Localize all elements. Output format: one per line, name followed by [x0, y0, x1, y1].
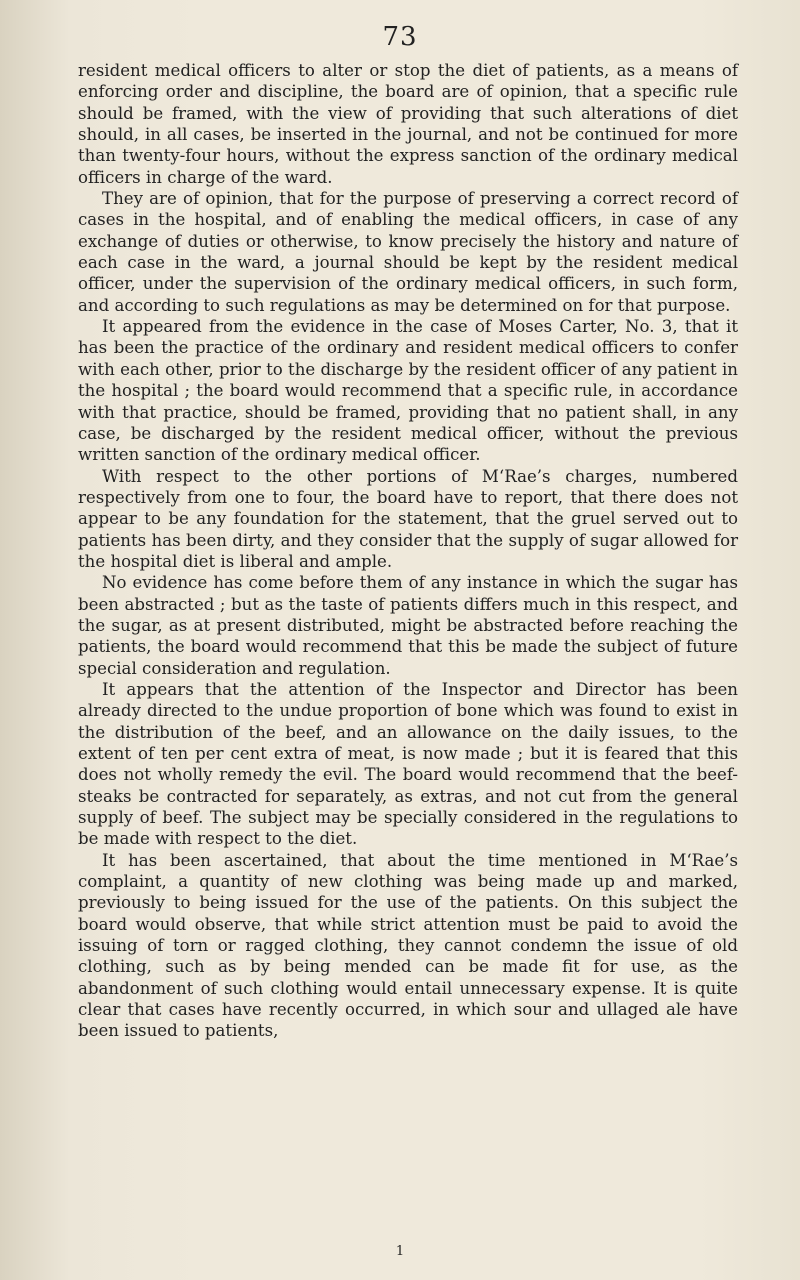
paragraph: It appears that the attention of the Inspector and Director has been already directed to the undue proportion of bone which was found to exist in the distribution of the beef, and an allowance on the daily issues, to the extent of ten per cent extra of meat, is now made ; but it is feared that this does not wholly remedy the evil. The board would recommend that the beef-steaks be contracted for separately, as extras, and not cut from the general supply of beef. The subject may be specially considered in the regulations to be made with respect to the diet.	[78, 679, 738, 849]
paragraph: No evidence has come before them of any instance in which the sugar has been abstracted ; but as the taste of patients differs much in this respect, and the sugar, as at present distributed, might be abstracted before reaching the patients, the board would recommend that this be made the subject of future special consideration and regulation.	[78, 573, 738, 678]
paragraph: With respect to the other portions of M‘Rae’s charges, numbered respectively from one to four, the board have to report, that there does not appear to be any foundation for the statement, that the gruel served out to patients has been dirty, and they consider that the supply of sugar allowed for the hospital diet is liberal and ample.	[78, 466, 738, 571]
page-number: 73	[382, 22, 418, 52]
body-text	[78, 60, 738, 1042]
paragraph: resident medical officers to alter or stop the diet of patients, as a means of enforcing order and discipline, the board are of opinion, that a specific rule should be framed, with the view of providing that such alterations of diet should, in all cases, be inserted in the journal, and not be continued for more than twenty-four hours, without the express sanction of the ordinary medical officers in charge of the ward.	[78, 61, 738, 187]
signature-mark: 1	[395, 1244, 405, 1259]
paragraph: It has been ascertained, that about the time mentioned in M‘Rae’s complaint, a quantity of new clothing was being made up and marked, previously to being issued for the use of the patients. On this subject the board would observe, that while strict attention must be paid to avoid the issuing of torn or ragged clothing, they cannot condemn the issue of old clothing, such as by being mended can be made fit for use, as the abandonment of such clothing would entail unnecessary expense. It is quite clear that cases have recently occurred, in which sour and ullaged ale have been issued to patients,	[78, 850, 738, 1041]
paragraph: They are of opinion, that for the purpose of preserving a correct record of cases in the hospital, and of enabling the medical officers, in case of any exchange of duties or otherwise, to know precisely the history and nature of each case in the ward, a journal should be kept by the resident medical officer, under the supervision of the ordinary medical officers, in such form, and according to such regulations as may be determined on for that purpose.	[78, 189, 738, 315]
paragraph: It appeared from the evidence in the case of Moses Carter, No. 3, that it has been the practice of the ordinary and resident medical officers to confer with each other, prior to the discharge by the resident officer of any patient in the hospital ; the board would recommend that a specific rule, in accordance with that practice, should be framed, providing that no patient shall, in any case, be discharged by the resident medical officer, without the previous written sanction of the ordinary medical officer.	[78, 317, 738, 465]
